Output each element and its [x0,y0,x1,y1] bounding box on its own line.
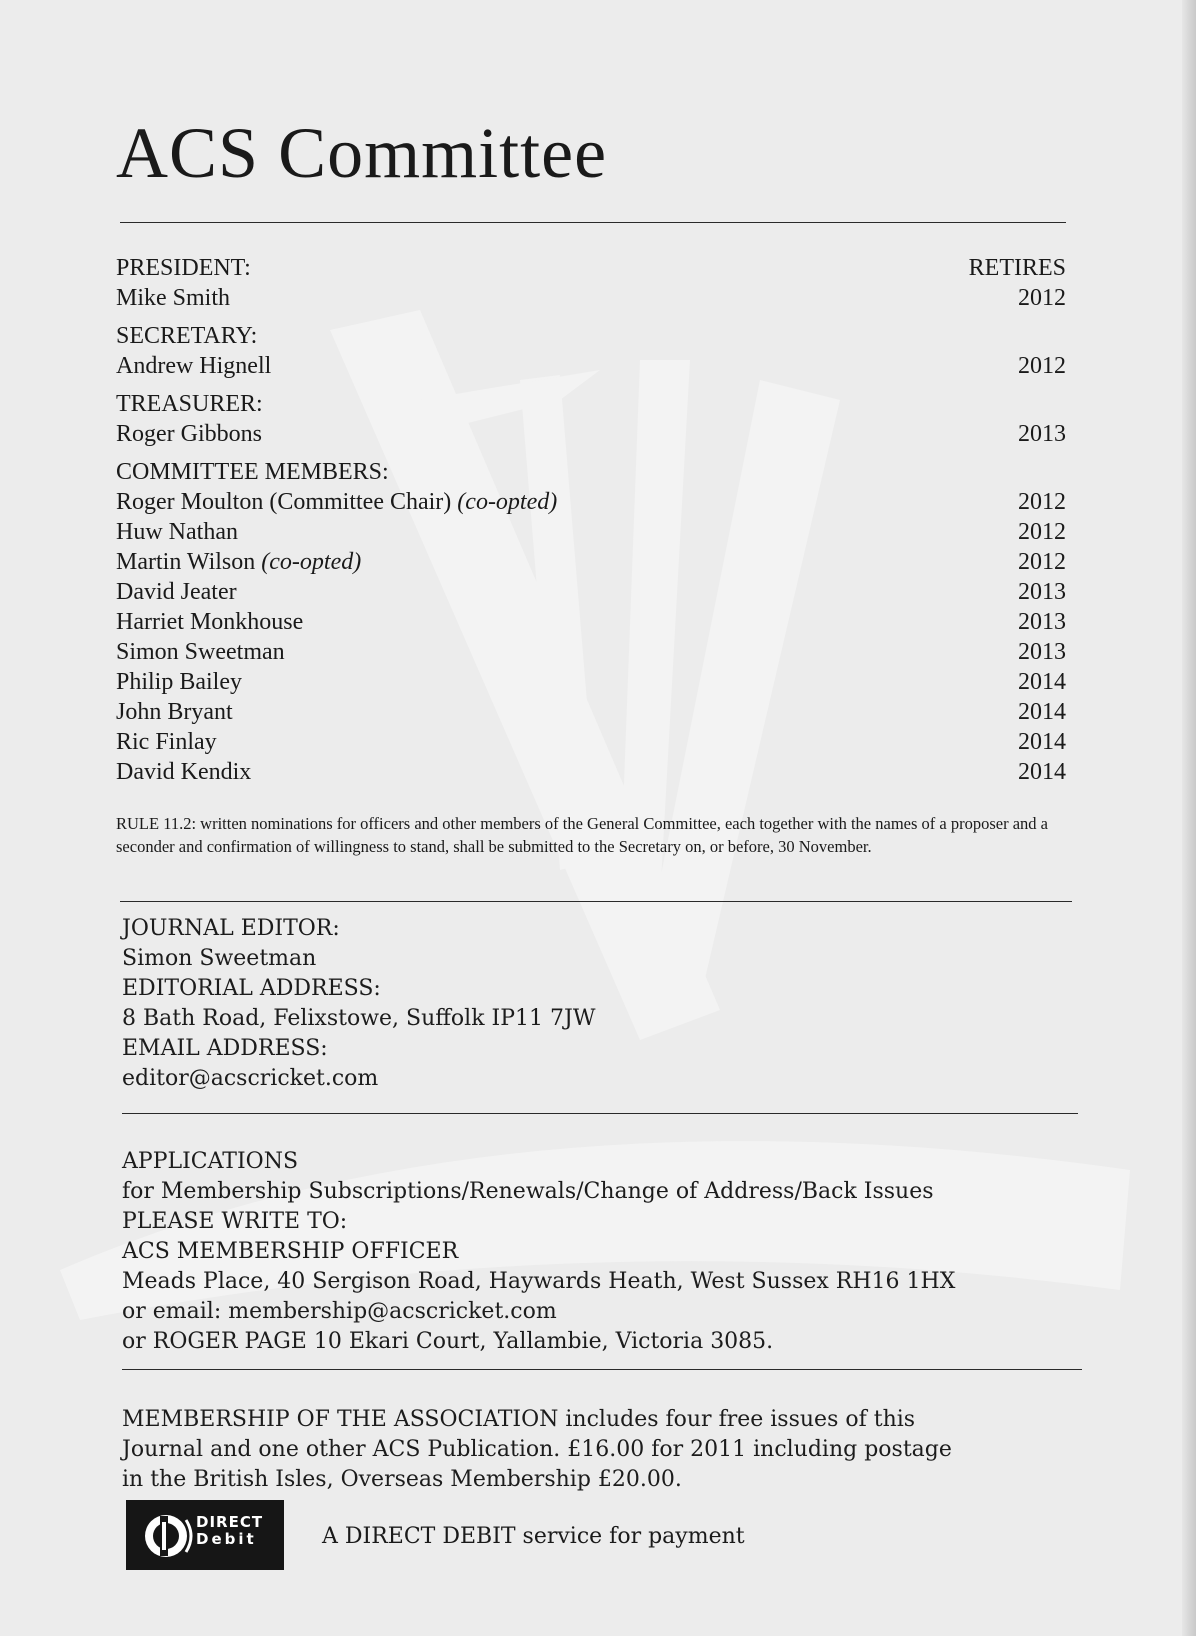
member-name: Harriet Monkhouse [116,609,304,635]
applications-line: PLEASE WRITE TO: [122,1209,348,1234]
rule-divider [120,901,1072,902]
member-name: Simon Sweetman [116,639,285,665]
membership-block [122,1405,952,1495]
retire-year: 2014 [1018,699,1066,725]
retire-year: 2013 [1018,639,1066,665]
membership-line: MEMBERSHIP OF THE ASSOCIATION includes four free issues of this [122,1407,916,1432]
direct-debit-word2: Debit [196,1530,257,1548]
editor-divider [122,1113,1078,1114]
member-name: David Jeater [116,579,237,605]
member-name: Ric Finlay [116,729,217,755]
member-name: Huw Nathan [116,519,238,545]
officer-row-president [116,283,1066,313]
member-row [116,517,1066,547]
retire-year: 2012 [1018,549,1066,575]
member-note: (co-opted) [261,549,362,575]
member-row [116,757,1066,787]
editor-block [122,914,595,1094]
member-name: Martin Wilson [116,549,256,575]
page-title: ACS Committee [116,113,608,193]
member-row [116,697,1066,727]
retire-year: 2012 [1018,519,1066,545]
member-row [116,637,1066,667]
retires-header: RETIRES [968,255,1066,281]
applications-line: or email: membership@acscricket.com [122,1299,557,1324]
member-name: Philip Bailey [116,669,242,695]
membership-line: Journal and one other ACS Publication. £16.00 for 2011 including postage [122,1437,952,1462]
retire-year: 2014 [1018,669,1066,695]
direct-debit-text: A DIRECT DEBIT service for payment [322,1524,745,1549]
secretary-label: SECRETARY: [116,323,258,349]
member-row [116,667,1066,697]
applications-block [122,1147,955,1357]
officer-row-secretary [116,351,1066,381]
member-row [116,727,1066,757]
member-name: David Kendix [116,759,252,785]
retire-year: 2013 [1018,421,1066,447]
retire-year: 2012 [1018,353,1066,379]
applications-line: Meads Place, 40 Sergison Road, Haywards Heath, West Sussex RH16 1HX [122,1269,956,1294]
retire-year: 2013 [1018,579,1066,605]
member-note: (co-opted) [457,489,558,515]
direct-debit-logo [126,1500,284,1570]
editorial-address: 8 Bath Road, Felixstowe, Suffolk IP11 7JW [122,1006,596,1031]
editorial-address-label: EDITORIAL ADDRESS: [122,976,381,1001]
membership-line: in the British Isles, Overseas Membership £20.00. [122,1467,682,1492]
member-row [116,577,1066,607]
member-row [116,487,1066,517]
member-name: Roger Moulton (Committee Chair) [116,489,452,515]
applications-line: or ROGER PAGE 10 Ekari Court, Yallambie, Victoria 3085. [122,1329,774,1354]
retire-year: 2014 [1018,759,1066,785]
applications-heading: APPLICATIONS [122,1149,299,1174]
retire-year: 2014 [1018,729,1066,755]
editor-email: editor@acscricket.com [122,1066,379,1091]
officer-name: Mike Smith [116,285,231,311]
applications-divider [122,1369,1082,1370]
officer-row-treasurer [116,419,1066,449]
officer-name: Roger Gibbons [116,421,262,447]
member-row [116,607,1066,637]
email-address-label: EMAIL ADDRESS: [122,1036,328,1061]
retire-year: 2012 [1018,285,1066,311]
officer-name: Andrew Hignell [116,353,272,379]
applications-line: for Membership Subscriptions/Renewals/Change of Address/Back Issues [122,1179,934,1204]
retire-year: 2013 [1018,609,1066,635]
journal-editor-label: JOURNAL EDITOR: [122,916,340,941]
direct-debit-word1: DIRECT [196,1513,264,1531]
president-label: PRESIDENT: [116,255,251,281]
treasurer-label: TREASURER: [116,391,263,417]
committee-members-label: COMMITTEE MEMBERS: [116,459,389,485]
rule-note: RULE 11.2: written nominations for officers and other members of the General Committee, each together with the names of a proposer and a seconder and confirmation of willingness to stand, shall be submitted to the Secretary on, or before, 30 November. [116,814,1048,856]
applications-line: ACS MEMBERSHIP OFFICER [122,1239,459,1264]
member-name: John Bryant [116,699,233,725]
retire-year: 2012 [1018,489,1066,515]
journal-editor-name: Simon Sweetman [122,946,317,971]
member-row [116,547,1066,577]
title-divider [120,222,1066,223]
